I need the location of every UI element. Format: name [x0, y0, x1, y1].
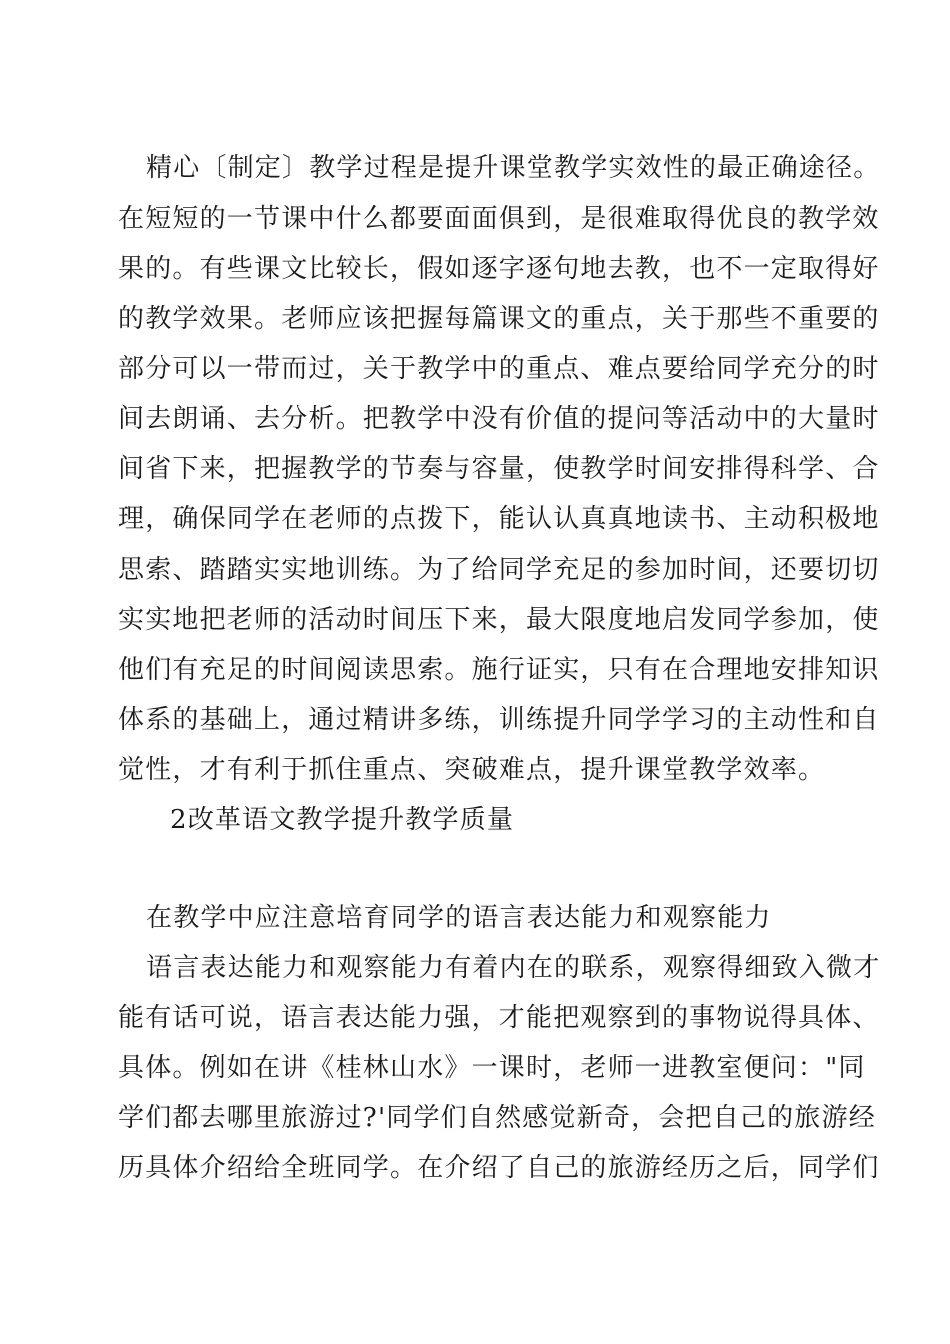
paragraph-1-line-4: 的教学效果。老师应该把握每篇课文的重点，关于那些不重要的: [118, 304, 880, 334]
paragraph-1-line-1: 精心〔制定〕教学过程是提升课堂教学实效性的最正确途径。: [146, 153, 881, 183]
paragraph-2-line-4: 学们都去哪里旅游过?'同学们自然感觉新奇，会把自己的旅游经: [118, 1103, 876, 1133]
paragraph-1-line-13: 觉性，才有利于抓住重点、突破难点，提升课堂教学效率。: [118, 755, 826, 785]
paragraph-1-line-12: 体系的基础上，通过精讲多练，训练提升同学学习的主动性和自: [118, 705, 880, 735]
paragraph-1-line-8: 理，确保同学在老师的点拨下，能认认真真地读书、主动积极地: [118, 504, 880, 534]
paragraph-2-line-3: 具体。例如在讲《桂林山水》一课时，老师一进教室便问："同: [118, 1053, 866, 1083]
paragraph-1-line-2: 在短短的一节课中什么都要面面俱到，是很难取得优良的教学效: [118, 204, 880, 234]
paragraph-1-line-9: 思索、踏踏实实地训练。为了给同学充足的参加时间，还要切切: [118, 555, 880, 585]
paragraph-2-line-2: 能有话可说，语言表达能力强，才能把观察到的事物说得具体、: [118, 1003, 880, 1033]
subsection-heading: 在教学中应注意培育同学的语言表达能力和观察能力: [146, 903, 772, 933]
section-heading: 2改革语文教学提升教学质量: [170, 805, 515, 835]
paragraph-1-line-10: 实实地把老师的活动时间压下来，最大限度地启发同学参加，使: [118, 605, 880, 635]
paragraph-1-line-6: 间去朗诵、去分析。把教学中没有价值的提问等活动中的大量时: [118, 404, 880, 434]
paragraph-1-line-11: 他们有充足的时间阅读思索。施行证实，只有在合理地安排知识: [118, 655, 880, 685]
paragraph-1-line-3: 果的。有些课文比较长，假如逐字逐句地去教，也不一定取得好: [118, 254, 880, 284]
paragraph-1-line-7: 间省下来，把握教学的节奏与容量，使教学时间安排得科学、合: [118, 454, 880, 484]
paragraph-2-line-5: 历具体介绍给全班同学。在介绍了自己的旅游经历之后，同学们: [118, 1153, 880, 1183]
paragraph-2-line-1: 语言表达能力和观察能力有着内在的联系，观察得细致入微才: [146, 953, 881, 983]
paragraph-1-line-5: 部分可以一带而过，关于教学中的重点、难点要给同学充分的时: [118, 354, 880, 384]
